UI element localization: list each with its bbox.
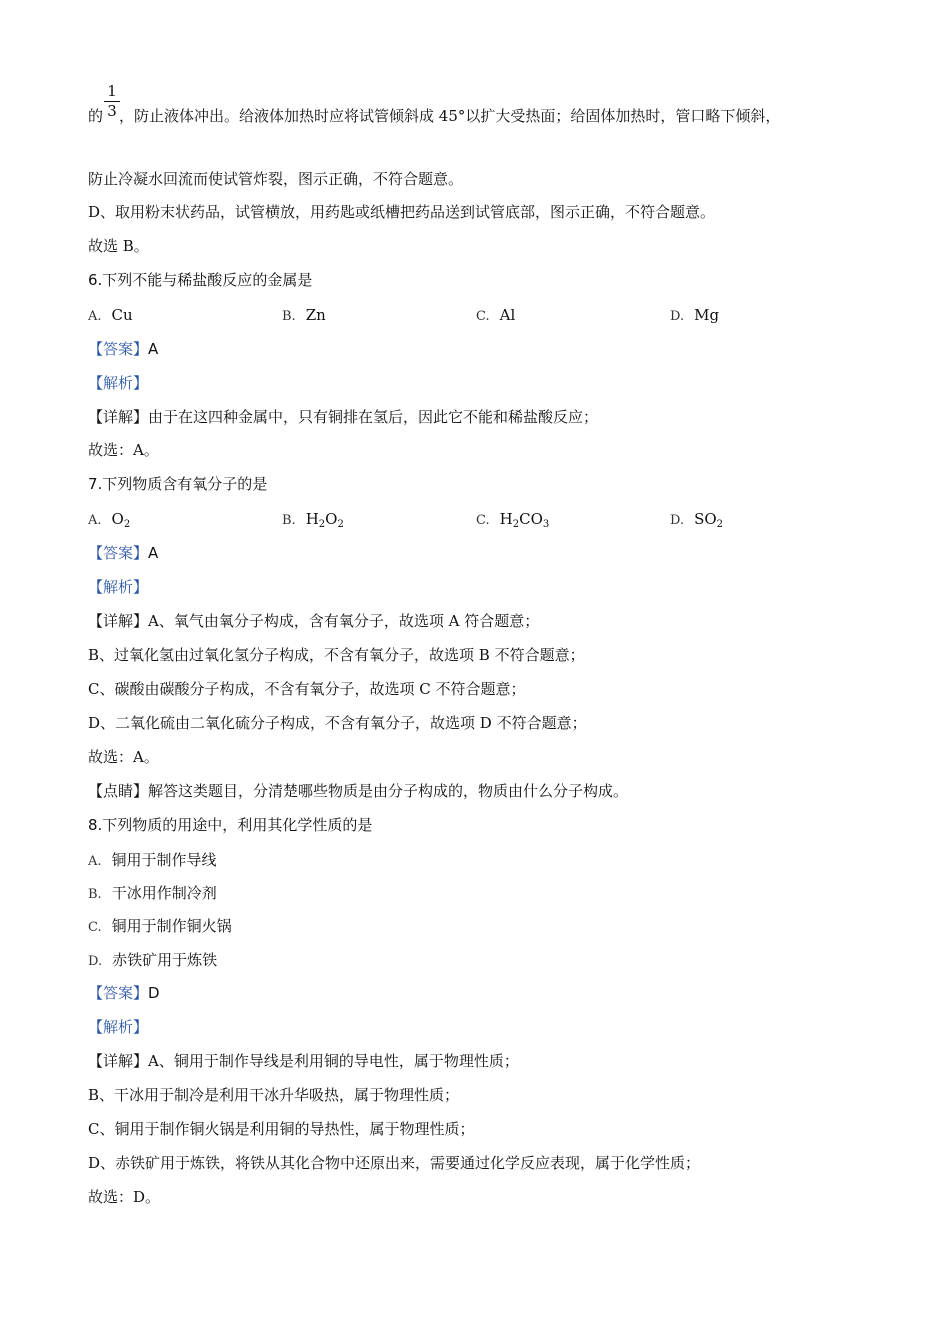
option-letter: C. bbox=[476, 309, 490, 324]
answer-tag: 【答案】 bbox=[88, 984, 149, 1002]
option-letter: D. bbox=[670, 309, 685, 324]
option-letter: A. bbox=[88, 309, 102, 324]
formula-subscript: 2 bbox=[716, 519, 724, 530]
option-letter: D. bbox=[670, 513, 685, 528]
detail-text: 由于在这四种金属中，只有铜排在氢后，因此它不能和稀盐酸反应； bbox=[148, 408, 599, 426]
q6-option-b bbox=[282, 305, 326, 327]
q7-option-b bbox=[282, 509, 344, 535]
q8-detail-line-2: B、干冰用于制冷是利用干冰升华吸热，属于物理性质； bbox=[88, 1086, 460, 1104]
formula-subscript: 2 bbox=[123, 519, 131, 530]
detail-tag: 【详解】 bbox=[88, 408, 149, 426]
formula-part: SO bbox=[694, 510, 717, 528]
fraction-numerator: 1 bbox=[104, 82, 120, 102]
option-text: 赤铁矿用于炼铁 bbox=[112, 951, 218, 969]
formula-part: O bbox=[325, 510, 338, 528]
q8-option-a bbox=[88, 850, 217, 872]
q8-option-b bbox=[88, 883, 217, 905]
answer-value: D bbox=[148, 984, 160, 1002]
q7-detail-line-4: D、二氧化硫由二氧化硫分子构成，不含有氧分子，故选项 D 不符合题意； bbox=[88, 714, 587, 732]
q7-answer bbox=[88, 543, 158, 563]
detail-text: A、氧气由氧分子构成，含有氧分子，故选项 A 符合题意； bbox=[148, 612, 540, 630]
option-letter: A. bbox=[88, 854, 102, 869]
q8-detail-line-1 bbox=[88, 1051, 519, 1071]
prev-line-1-start: 的 bbox=[88, 107, 104, 125]
option-letter: D. bbox=[88, 954, 103, 969]
q7-detail-line-1 bbox=[88, 611, 539, 631]
formula-subscript: 2 bbox=[512, 519, 520, 530]
answer-tag: 【答案】 bbox=[88, 544, 149, 562]
formula-subscript: 2 bbox=[318, 519, 326, 530]
option-text: Cu bbox=[111, 306, 133, 324]
detail-tag: 【详解】 bbox=[88, 612, 149, 630]
formula-subscript: 2 bbox=[337, 519, 344, 530]
q8-answer bbox=[88, 983, 160, 1003]
q8-detail-line-4: D、赤铁矿用于炼铁，将铁从其化合物中还原出来，需要通过化学反应表现，属于化学性质； bbox=[88, 1154, 701, 1172]
q7-detail-line-3: C、碳酸由碳酸分子构成，不含有氧分子，故选项 C 不符合题意； bbox=[88, 680, 526, 698]
formula-part: H bbox=[305, 510, 319, 528]
q7-option-d bbox=[670, 509, 723, 535]
q6-analysis-tag: 【解析】 bbox=[88, 374, 149, 392]
option-letter: C. bbox=[88, 920, 102, 935]
q8-analysis-tag: 【解析】 bbox=[88, 1018, 149, 1036]
q6-option-c bbox=[476, 305, 515, 327]
prev-line-3: D、取用粉末状药品，试管横放，用药匙或纸槽把药品送到试管底部，图示正确，不符合题意。 bbox=[88, 203, 716, 221]
q6-detail bbox=[88, 407, 598, 427]
prev-conclusion: 故选 B。 bbox=[88, 237, 149, 255]
q7-conclusion: 故选：A。 bbox=[88, 748, 159, 766]
q6-stem: 6.下列不能与稀盐酸反应的金属是 bbox=[88, 271, 313, 289]
answer-tag: 【答案】 bbox=[88, 340, 149, 358]
q8-option-d bbox=[88, 950, 217, 972]
q6-conclusion: 故选：A。 bbox=[88, 441, 159, 459]
option-letter: C. bbox=[476, 513, 490, 528]
prev-line-2: 防止冷凝水回流而使试管炸裂，图示正确，不符合题意。 bbox=[88, 170, 464, 188]
formula-subscript: 3 bbox=[542, 519, 550, 530]
formula-part: CO bbox=[519, 510, 543, 528]
detail-text: A、铜用于制作导线是利用铜的导电性，属于物理性质； bbox=[148, 1052, 519, 1070]
option-text: Zn bbox=[305, 306, 326, 324]
answer-value: A bbox=[148, 340, 159, 358]
q6-answer bbox=[88, 339, 158, 359]
option-letter: B. bbox=[88, 887, 102, 902]
tip-text: 解答这类题目，分清楚哪些物质是由分子构成的，物质由什么分子构成。 bbox=[148, 782, 629, 800]
prev-line-1 bbox=[88, 106, 780, 126]
answer-value: A bbox=[148, 544, 159, 562]
formula-part: O bbox=[111, 510, 124, 528]
q8-detail-line-3: C、铜用于制作铜火锅是利用铜的导热性，属于物理性质； bbox=[88, 1120, 475, 1138]
q7-analysis-tag: 【解析】 bbox=[88, 578, 149, 596]
option-text: 干冰用作制冷剂 bbox=[111, 884, 217, 902]
option-text: Mg bbox=[694, 306, 720, 324]
q6-option-a bbox=[88, 305, 133, 327]
option-text: 铜用于制作铜火锅 bbox=[111, 917, 232, 935]
q8-conclusion: 故选：D。 bbox=[88, 1188, 161, 1206]
fraction-denominator: 3 bbox=[107, 102, 117, 120]
tip-tag: 【点睛】 bbox=[88, 782, 149, 800]
q7-detail-line-2: B、过氧化氢由过氧化氢分子构成，不含有氧分子，故选项 B 不符合题意； bbox=[88, 646, 585, 664]
q8-option-c bbox=[88, 916, 232, 938]
detail-tag: 【详解】 bbox=[88, 1052, 149, 1070]
q8-stem: 8.下列物质的用途中，利用其化学性质的是 bbox=[88, 816, 373, 834]
formula-part: H bbox=[499, 510, 513, 528]
q7-tip bbox=[88, 781, 628, 801]
option-text: Al bbox=[499, 306, 516, 324]
q6-option-d bbox=[670, 305, 719, 327]
option-letter: B. bbox=[282, 309, 296, 324]
option-text: 铜用于制作导线 bbox=[111, 851, 217, 869]
q7-option-a bbox=[88, 509, 130, 535]
prev-line-1-rest: ，防止液体冲出。给液体加热时应将试管倾斜成 45°以扩大受热面；给固体加热时，管口略下倾斜， bbox=[119, 107, 781, 125]
q7-option-c bbox=[476, 509, 549, 535]
option-letter: A. bbox=[88, 513, 102, 528]
option-letter: B. bbox=[282, 513, 296, 528]
q7-stem: 7.下列物质含有氧分子的是 bbox=[88, 475, 268, 493]
